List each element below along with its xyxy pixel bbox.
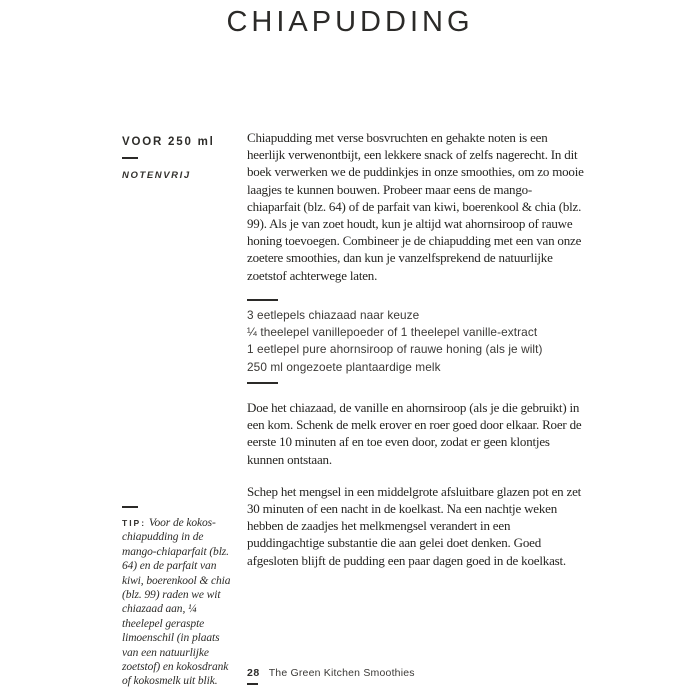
page-number-underline xyxy=(247,683,258,685)
ingredients-list xyxy=(247,307,584,376)
ingredient-item: ¼ theelepel vanillepoeder of 1 theelepel vanille-extract xyxy=(247,325,538,340)
footer-line xyxy=(247,667,415,679)
tip-label: TIP: xyxy=(122,518,147,528)
yield-label: VOOR 250 ml xyxy=(122,136,215,148)
tip-block xyxy=(122,506,236,689)
intro-paragraph: Chiapudding met verse bosvruchten en gehakte noten is een heerlijk verwenontbijt, een lekkere snack of zelfs nagerecht. In dit boek verwerken we de puddinkjes in onze smoothies, om zo mooie laagjes te kunnen bouwen. Probeer maar eens de mango-chiaparfait (blz. 64) of de parfait van kiwi, boerenkool & chia (blz. 99). Als je van zoet houdt, kun je altijd wat ahornsiroop of rauwe honing toevoegen. Combineer je de chiapudding met een van onze zoetere smoothies, dan kun je vanzelfsprekend de natuurlijke zoetstof achterwege laten. xyxy=(247,130,584,283)
tip-text: Voor de kokos-chiapudding in de mango-chiaparfait (blz. 64) en de parfait van kiwi, boerenkool & chia (blz. 99) raden we wit chiazaad aan, ¼ theelepel geraspte limoenschil (in plaats van een natuurlijke zoetstof) en kokosdrank of kokosmelk uit blik. xyxy=(122,517,231,688)
page-footer xyxy=(247,667,415,685)
recipe-body xyxy=(247,129,584,569)
ingredient-item: 250 ml ongezoete plantaardige melk xyxy=(247,359,441,374)
page-number: 28 xyxy=(247,667,260,679)
sidebar-divider xyxy=(122,157,138,159)
instruction-paragraph: Schep het mengsel in een middelgrote afsluitbare glazen pot en zet 30 minuten of een nacht in de koelkast. Na een nachtje weken hebben de zaadjes het melkmengsel verandert in een puddingachtige substantie die aan gelei doet denken. Goed afgesloten blijft de pudding een paar dagen goed in de koelkast. xyxy=(247,483,582,568)
instruction-paragraph: Doe het chiazaad, de vanille en ahornsiroop (als je die gebruikt) in een kom. Schenk de melk erover en roer goed door elkaar. Roer de eerste 10 minuten af en toe even door, zodat er geen klontjes kunnen ontstaan. xyxy=(247,400,582,467)
ingredients-section xyxy=(247,299,584,384)
tip-body xyxy=(122,516,236,689)
page-title: CHIAPUDDING xyxy=(226,6,474,38)
ingredient-item: 3 eetlepels chiazaad naar keuze xyxy=(247,307,420,322)
instructions-section xyxy=(247,399,584,569)
ingredients-divider-bottom xyxy=(247,382,278,384)
ingredients-divider-top xyxy=(247,299,278,301)
ingredient-item: 1 eetlepel pure ahornsiroop of rauwe honing (als je wilt) xyxy=(247,342,543,357)
sidebar-meta xyxy=(122,136,237,181)
tip-divider xyxy=(122,506,138,508)
book-title: The Green Kitchen Smoothies xyxy=(268,667,415,679)
dietary-label: NOTENVRIJ xyxy=(122,170,191,181)
